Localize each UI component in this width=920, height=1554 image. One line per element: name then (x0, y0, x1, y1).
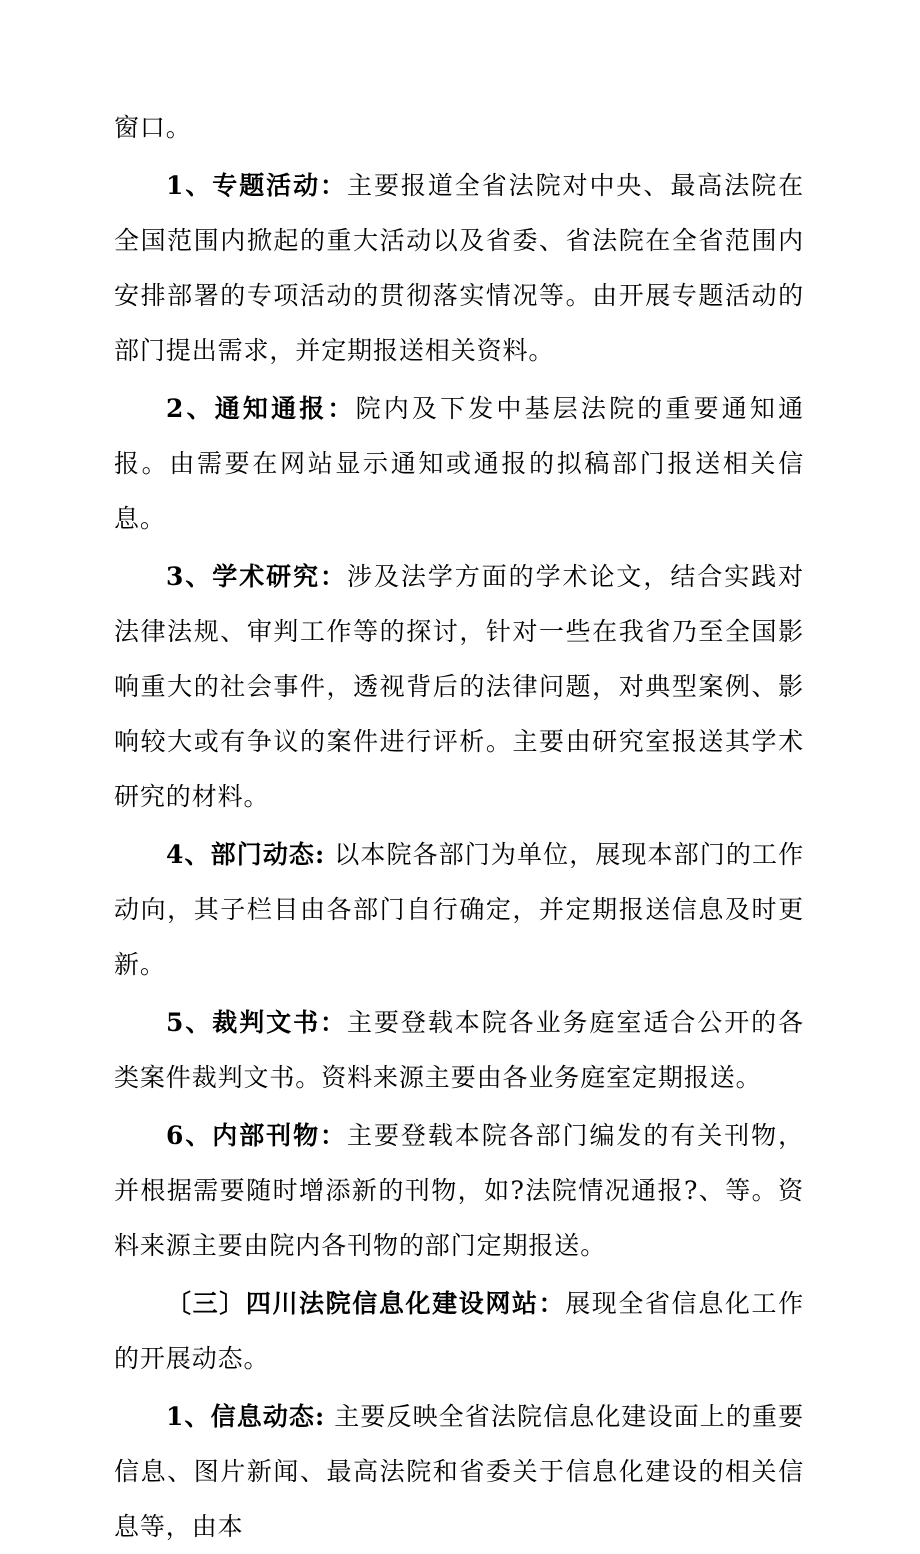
paragraph-heading: 5、裁判文书： (166, 1008, 347, 1037)
paragraph-text: 窗口。 (114, 113, 192, 142)
paragraph-heading: 4、部门动态: (166, 840, 326, 869)
paragraph-academic-research (114, 549, 804, 824)
paragraph-text: 以本院各部门为单位，展现本部门的工作动向，其子栏目由各部门自行确定，并定期报送信息及时更新。 (114, 840, 804, 979)
paragraph-heading: 3、学术研究： (166, 562, 347, 591)
paragraph-text: 主要登载本院各业务庭室适合公开的各类案件裁判文书。资料来源主要由各业务庭室定期报送。 (114, 1008, 804, 1092)
paragraph-text: 涉及法学方面的学术论文，结合实践对法律法规、审判工作等的探讨，针对一些在我省乃至全国影响重大的社会事件，透视背后的法律问题，对典型案例、影响较大或有争议的案件进行评析。主要由研究室报送其学术研究的材料。 (114, 562, 804, 811)
paragraph-notices (114, 381, 804, 546)
paragraph-internal-publications (114, 1108, 804, 1273)
paragraph-department-news (114, 827, 804, 992)
paragraph-text: 主要报道全省法院对中央、最高法院在全国范围内掀起的重大活动以及省委、省法院在全省范围内安排部署的专项活动的贯彻落实情况等。由开展专题活动的部门提出需求，并定期报送相关资料。 (114, 171, 804, 365)
section-heading: 〔三〕四川法院信息化建设网站： (166, 1289, 566, 1318)
paragraph-continuation (114, 100, 804, 155)
paragraph-info-updates (114, 1389, 804, 1554)
paragraph-text: 院内及下发中基层法院的重要通知通报。由需要在网站显示通知或通报的拟稿部门报送相关信息。 (114, 394, 804, 533)
document-page (114, 100, 804, 1554)
paragraph-topic-activities (114, 158, 804, 378)
paragraph-heading: 1、专题活动： (166, 171, 347, 200)
paragraph-text: 主要反映全省法院信息化建设面上的重要信息、图片新闻、最高法院和省委关于信息化建设的相关信息等，由本 (114, 1402, 804, 1541)
paragraph-text: 主要登载本院各部门编发的有关刊物，并根据需要随时增添新的刊物，如?法院情况通报?、等。资料来源主要由院内各刊物的部门定期报送。 (114, 1121, 804, 1260)
paragraph-heading: 2、通知通报： (166, 394, 356, 423)
paragraph-judgments (114, 995, 804, 1105)
paragraph-heading: 1、信息动态: (166, 1402, 326, 1431)
paragraph-text: 展现全省信息化工作的开展动态。 (114, 1289, 804, 1373)
paragraph-heading: 6、内部刊物： (166, 1121, 347, 1150)
paragraph-informatization-site (114, 1276, 804, 1386)
